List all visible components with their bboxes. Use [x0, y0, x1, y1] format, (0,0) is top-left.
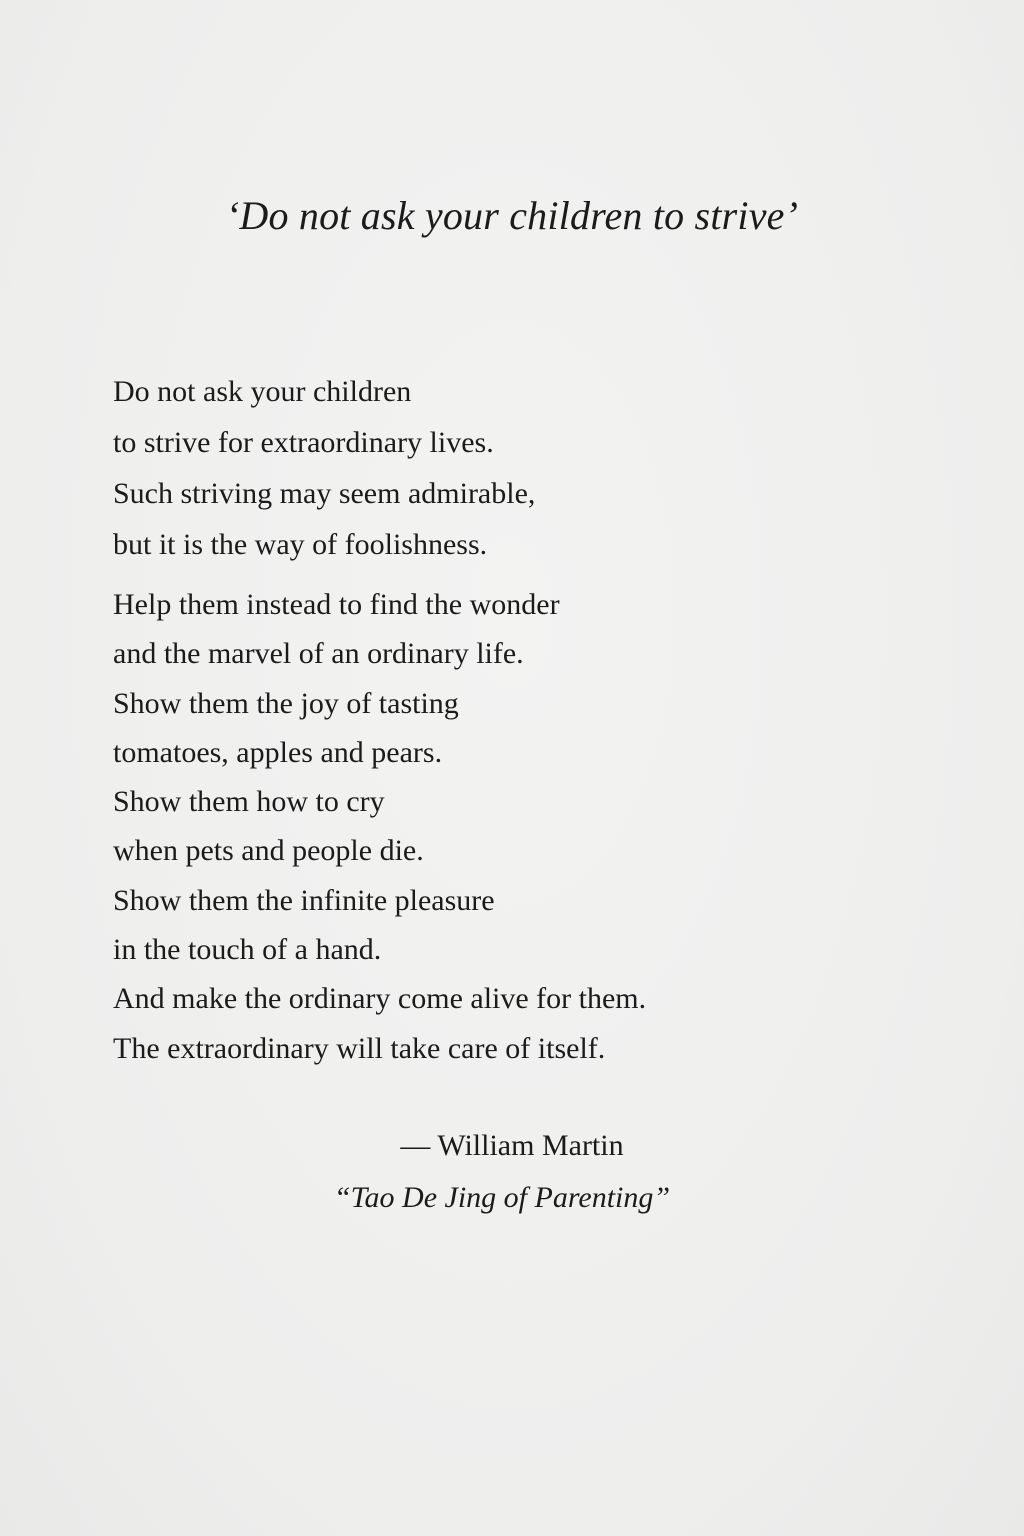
poem-line: The extraordinary will take care of itself.: [113, 1031, 606, 1065]
stanza-2: [113, 580, 933, 1073]
poem-line: when pets and people die.: [113, 834, 424, 868]
poem-body: [113, 366, 933, 1073]
poem-line: Such striving may seem admirable,: [113, 477, 536, 510]
author-name: — William Martin: [400, 1129, 624, 1162]
poem-line: Do not ask your children: [113, 375, 412, 408]
poem-line: Show them the infinite pleasure: [113, 883, 495, 917]
book-title: “Tao De Jing of Parenting”: [333, 1181, 671, 1214]
poem-line: but it is the way of foolishness.: [113, 528, 488, 561]
poem-line: tomatoes, apples and pears.: [113, 735, 443, 769]
poem-line: in the touch of a hand.: [113, 933, 382, 967]
poem-line: and the marvel of an ordinary life.: [113, 637, 524, 671]
poem-title: ‘Do not ask your children to strive’: [225, 193, 799, 238]
poem-line: Show them how to cry: [113, 785, 385, 819]
attribution: [0, 1120, 1024, 1224]
poem-line: And make the ordinary come alive for them.: [113, 982, 647, 1016]
poem-line: to strive for extraordinary lives.: [113, 426, 494, 459]
stanza-1: [113, 366, 933, 570]
poem-line: Help them instead to find the wonder: [113, 588, 560, 621]
poem-line: Show them the joy of tasting: [113, 686, 459, 720]
